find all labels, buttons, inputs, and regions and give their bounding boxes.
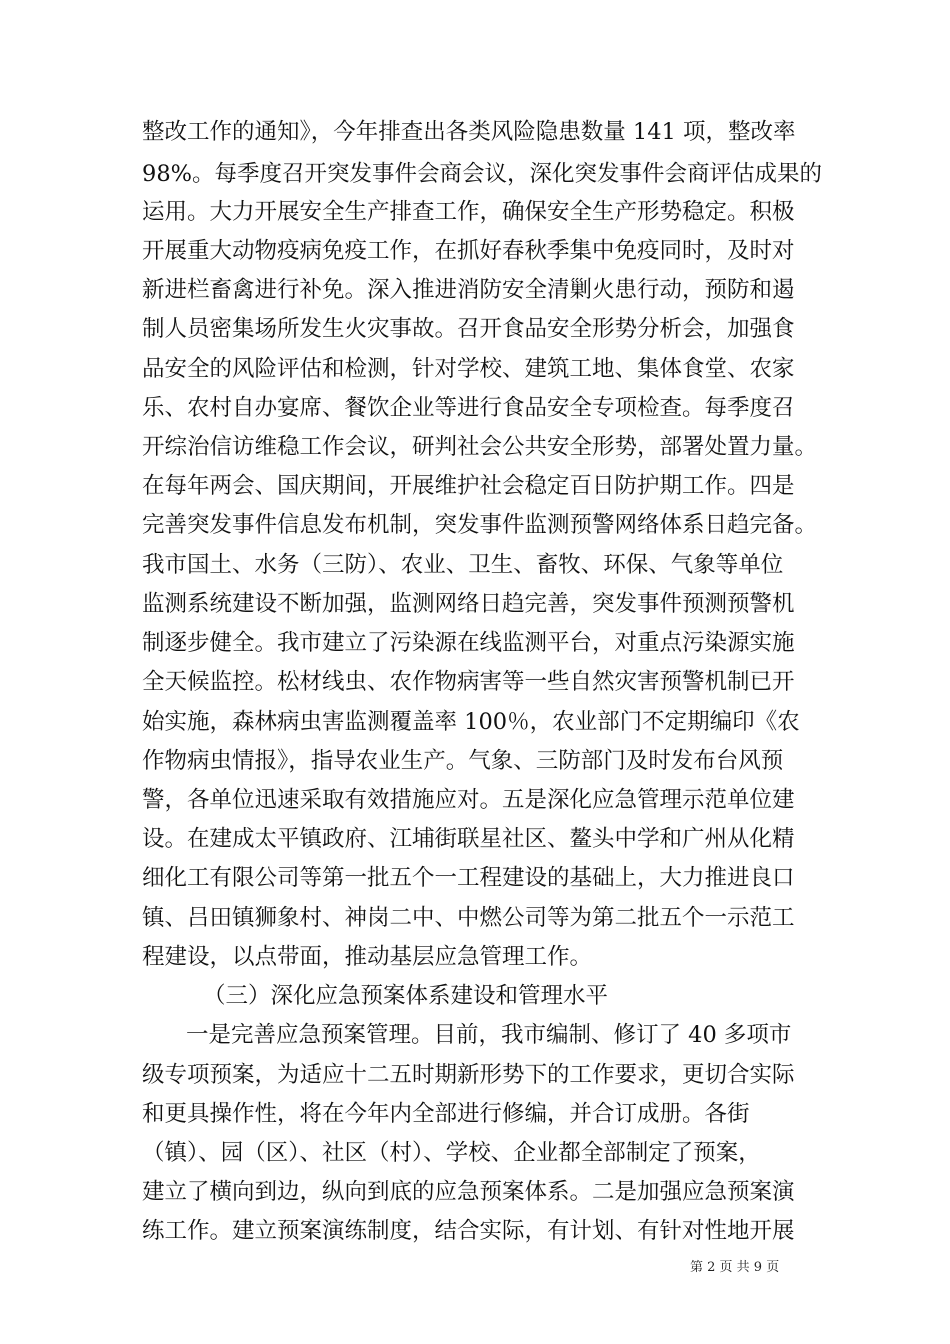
- text-line: 制人员密集场所发生火灾事故。召开食品安全形势分析会，加强食: [142, 316, 795, 342]
- text-line: 镇、吕田镇狮象村、神岗二中、中燃公司等为第二批五个一示范工: [142, 905, 795, 931]
- text-line: 一是完善应急预案管理。目前，我市编制、修订了 40 多项市: [186, 1022, 792, 1048]
- text-line: 运用。大力开展安全生产排查工作，确保安全生产形势稳定。积极: [142, 199, 795, 225]
- text-line: 完善突发事件信息发布机制，突发事件监测预警网络体系日趋完备。: [142, 512, 818, 538]
- text-line: 开综治信访维稳工作会议，研判社会公共安全形势，部署处置力量。: [142, 434, 818, 460]
- text-line: 建立了横向到边，纵向到底的应急预案体系。二是加强应急预案演: [142, 1179, 795, 1205]
- text-line: 和更具操作性，将在今年内全部进行修编，并合订成册。各街: [142, 1101, 750, 1127]
- text-line: 制逐步健全。我市建立了污染源在线监测平台，对重点污染源实施: [142, 630, 795, 656]
- text-line: 我市国土、水务（三防）、农业、卫生、畜牧、环保、气象等单位: [142, 552, 784, 578]
- text-line: 级专项预案，为适应十二五时期新形势下的工作要求，更切合实际: [142, 1062, 795, 1088]
- text-line: 开展重大动物疫病免疫工作，在抓好春秋季集中免疫同时，及时对: [142, 238, 795, 264]
- text-line: 98%。每季度召开突发事件会商会议，深化突发事件会商评估成果的: [142, 161, 823, 187]
- text-line: 新进栏畜禽进行补免。深入推进消防安全清剿火患行动，预防和遏: [142, 277, 795, 303]
- text-line: 品安全的风险评估和检测，针对学校、建筑工地、集体食堂、农家: [142, 356, 795, 382]
- text-line: 在每年两会、国庆期间，开展维护社会稳定百日防护期工作。四是: [142, 473, 795, 499]
- text-line: 警，各单位迅速采取有效措施应对。五是深化应急管理示范单位建: [142, 787, 795, 813]
- text-line: 设。在建成太平镇政府、江埔街联星社区、鳌头中学和广州从化精: [142, 826, 795, 852]
- text-line: 作物病虫情报》，指导农业生产。气象、三防部门及时发布台风预: [142, 748, 784, 774]
- text-line: 全天候监控。松材线虫、农作物病害等一些自然灾害预警机制已开: [142, 669, 795, 695]
- text-line: 程建设，以点带面，推动基层应急管理工作。: [142, 944, 593, 970]
- text-line: （镇）、园（区）、社区（村）、学校、企业都全部制定了预案，: [142, 1140, 761, 1166]
- text-line: 乐、农村自办宴席、餐饮企业等进行食品安全专项检查。每季度召: [142, 395, 795, 421]
- text-line: 练工作。建立预案演练制度，结合实际，有计划、有针对性地开展: [142, 1218, 795, 1244]
- text-line: 整改工作的通知》，今年排查出各类风险隐患数量 141 项，整改率: [142, 119, 796, 145]
- section-heading: （三）深化应急预案体系建设和管理水平: [203, 983, 609, 1009]
- text-line: 细化工有限公司等第一批五个一工程建设的基础上，大力推进良口: [142, 865, 795, 891]
- text-line: 始实施，森林病虫害监测覆盖率 100％，农业部门不定期编印《农: [142, 709, 800, 735]
- text-line: 监测系统建设不断加强，监测网络日趋完善，突发事件预测预警机: [142, 591, 795, 617]
- page-number: 第 2 页 共 9 页: [690, 1260, 780, 1275]
